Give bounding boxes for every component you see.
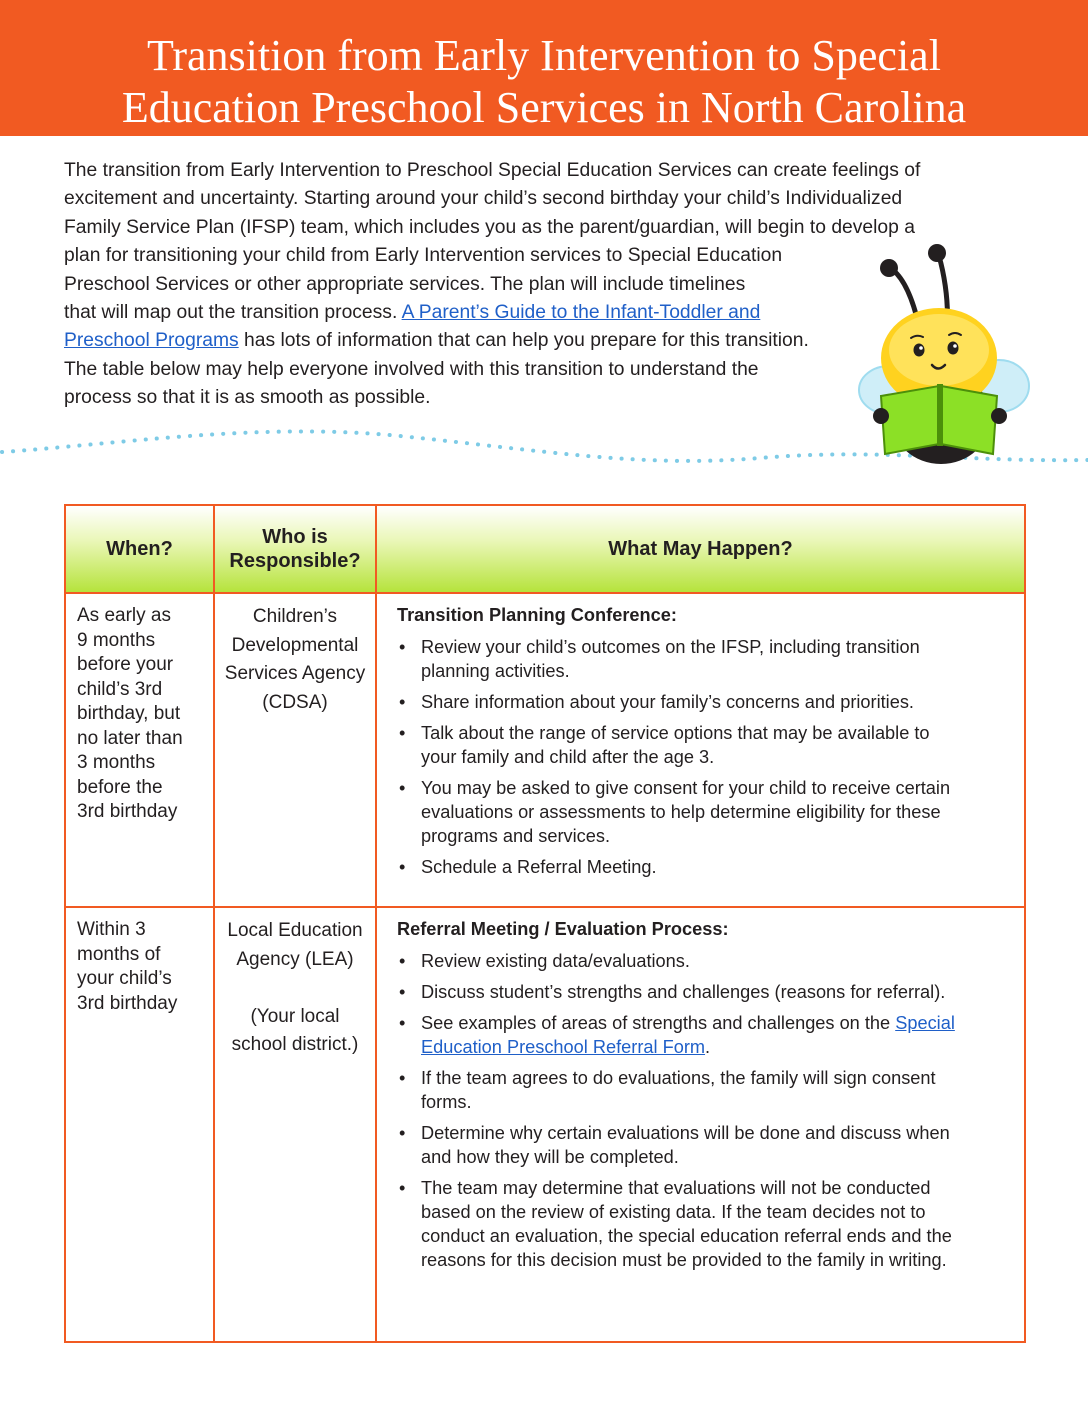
list-item-line: conduct an evaluation, the special education referral ends and the: [421, 1226, 952, 1246]
intro-text: has lots of information that can help you prepare for this transition.: [238, 330, 809, 352]
list-item: [397, 1176, 1010, 1272]
table-header-row: [65, 505, 1025, 593]
when-line: 3 months: [77, 752, 156, 773]
parents-guide-link-cont[interactable]: Preschool Programs: [64, 330, 239, 352]
transition-table: [64, 504, 1026, 1343]
page-title-line-1: Transition from Early Intervention to Special: [147, 31, 941, 80]
list-item: [397, 855, 1010, 879]
list-item-line: [421, 1035, 1010, 1059]
when-cell: [65, 593, 214, 907]
intro-line: Preschool Services or other appropriate services. The plan will include timelines: [64, 273, 746, 295]
list-item-line: [421, 1011, 1010, 1035]
list-item-line: evaluations or assessments to help determine eligibility for these: [421, 802, 941, 822]
list-item-line: • Discuss student’s strengths and challenges (reasons for referral).: [421, 982, 946, 1002]
when-line: no later than: [77, 727, 183, 749]
header-when: When?: [65, 505, 214, 593]
page-title-line-2: Education Preschool Services in North Carolina: [121, 83, 967, 132]
list-item-line: planning activities.: [421, 661, 570, 681]
list-item-line: • Review existing data/evaluations.: [421, 951, 690, 971]
header-who-line-1: Who is: [262, 526, 328, 548]
list-item-line: programs and services.: [421, 826, 611, 846]
who-line: Agency (LEA): [236, 948, 354, 970]
intro-line: excitement and uncertainty. Starting around your child’s second birthday your child’s Individualized: [64, 188, 903, 210]
who-line: Developmental: [231, 634, 359, 656]
table-row: [65, 907, 1025, 1342]
when-line: months of: [77, 943, 161, 965]
when-line: 9 months: [77, 629, 156, 651]
title-banner: [0, 0, 1088, 136]
list-item-text: .: [705, 1037, 711, 1057]
who-line: Services Agency: [224, 663, 366, 684]
list-item-line: • Determine why certain evaluations will be done and discuss when: [421, 1123, 950, 1143]
list-item-line: • Review your child’s outcomes on the IFSP, including transition: [421, 637, 920, 657]
list-item-line: your family and child after the age 3.: [421, 747, 715, 767]
who-line: Children’s: [252, 606, 338, 627]
when-line: As early as: [77, 605, 171, 626]
page-title: [0, 0, 1088, 134]
intro-line: The table below may help everyone involved with this transition to understand the: [64, 358, 759, 380]
what-title: Referral Meeting / Evaluation Process:: [397, 919, 729, 939]
who-line: school district.): [231, 1034, 359, 1055]
when-line: Within 3: [77, 919, 146, 940]
list-item: [397, 980, 1010, 1004]
when-line: 3rd birthday: [77, 801, 178, 822]
what-list: [397, 635, 1010, 879]
list-item: [397, 949, 1010, 973]
who-cell: [214, 593, 376, 907]
bee-reading-book-illustration: [853, 240, 1033, 470]
list-item-line: • The team may determine that evaluations will not be conducted: [421, 1178, 931, 1198]
when-line: before your: [77, 654, 174, 675]
list-item: [397, 690, 1010, 714]
list-item: [397, 721, 1010, 769]
intro-line: The transition from Early Intervention to Preschool Special Education Services can create feelings of: [64, 160, 921, 181]
intro-line: plan for transitioning your child from Early Intervention services to Special Education: [64, 245, 783, 267]
list-item-line: • Talk about the range of service options that may be available to: [421, 723, 930, 743]
what-title: Transition Planning Conference:: [397, 605, 677, 625]
intro-line: Family Service Plan (IFSP) team, which includes you as the parent/guardian, will begin to develop a: [64, 216, 915, 238]
list-item: [397, 1066, 1010, 1114]
list-item-line: • You may be asked to give consent for your child to receive certain: [421, 778, 951, 798]
list-item: [397, 1121, 1010, 1169]
when-cell: [65, 907, 214, 1342]
list-item-line: • If the team agrees to do evaluations, the family will sign consent: [421, 1068, 936, 1088]
when-line: before the: [77, 776, 163, 798]
who-cell: [214, 907, 376, 1342]
list-item-line: reasons for this decision must be provided to the family in writing.: [421, 1250, 947, 1270]
who-line: (CDSA): [262, 691, 328, 713]
list-item-line: • Schedule a Referral Meeting.: [421, 857, 657, 877]
list-item: [397, 776, 1010, 848]
list-item-line: forms.: [421, 1092, 472, 1112]
when-line: your child’s: [77, 968, 172, 989]
intro-line: process so that it is as smooth as possible.: [64, 387, 431, 409]
when-line: birthday, but: [77, 703, 181, 724]
who-line: Local Education: [227, 920, 363, 941]
intro-text: that will map out the transition process.: [64, 302, 402, 324]
who-line: (Your local: [250, 1005, 340, 1027]
header-what: What May Happen?: [376, 505, 1025, 593]
table-row: [65, 593, 1025, 907]
when-line: 3rd birthday: [77, 992, 178, 1014]
referral-form-link[interactable]: Special: [895, 1013, 955, 1033]
referral-form-link-cont[interactable]: Education Preschool Referral Form: [421, 1037, 706, 1057]
who-line: [219, 974, 371, 1003]
what-cell: [376, 593, 1025, 907]
list-item: [397, 635, 1010, 683]
list-item-line: and how they will be completed.: [421, 1147, 679, 1167]
list-item-line: based on the review of existing data. If the team decides not to: [421, 1202, 926, 1222]
when-line: child’s 3rd: [77, 678, 163, 700]
what-list: [397, 949, 1010, 1272]
parents-guide-link[interactable]: A Parent’s Guide to the Infant-Toddler and: [401, 302, 761, 324]
header-who-line-2: Responsible?: [229, 550, 361, 572]
what-cell: [376, 907, 1025, 1342]
list-item-text: See examples of areas of strengths and challenges on the: [421, 1013, 896, 1033]
list-item: [397, 1011, 1010, 1059]
list-item-line: • Share information about your family’s concerns and priorities.: [421, 692, 914, 712]
header-who: [214, 505, 376, 593]
